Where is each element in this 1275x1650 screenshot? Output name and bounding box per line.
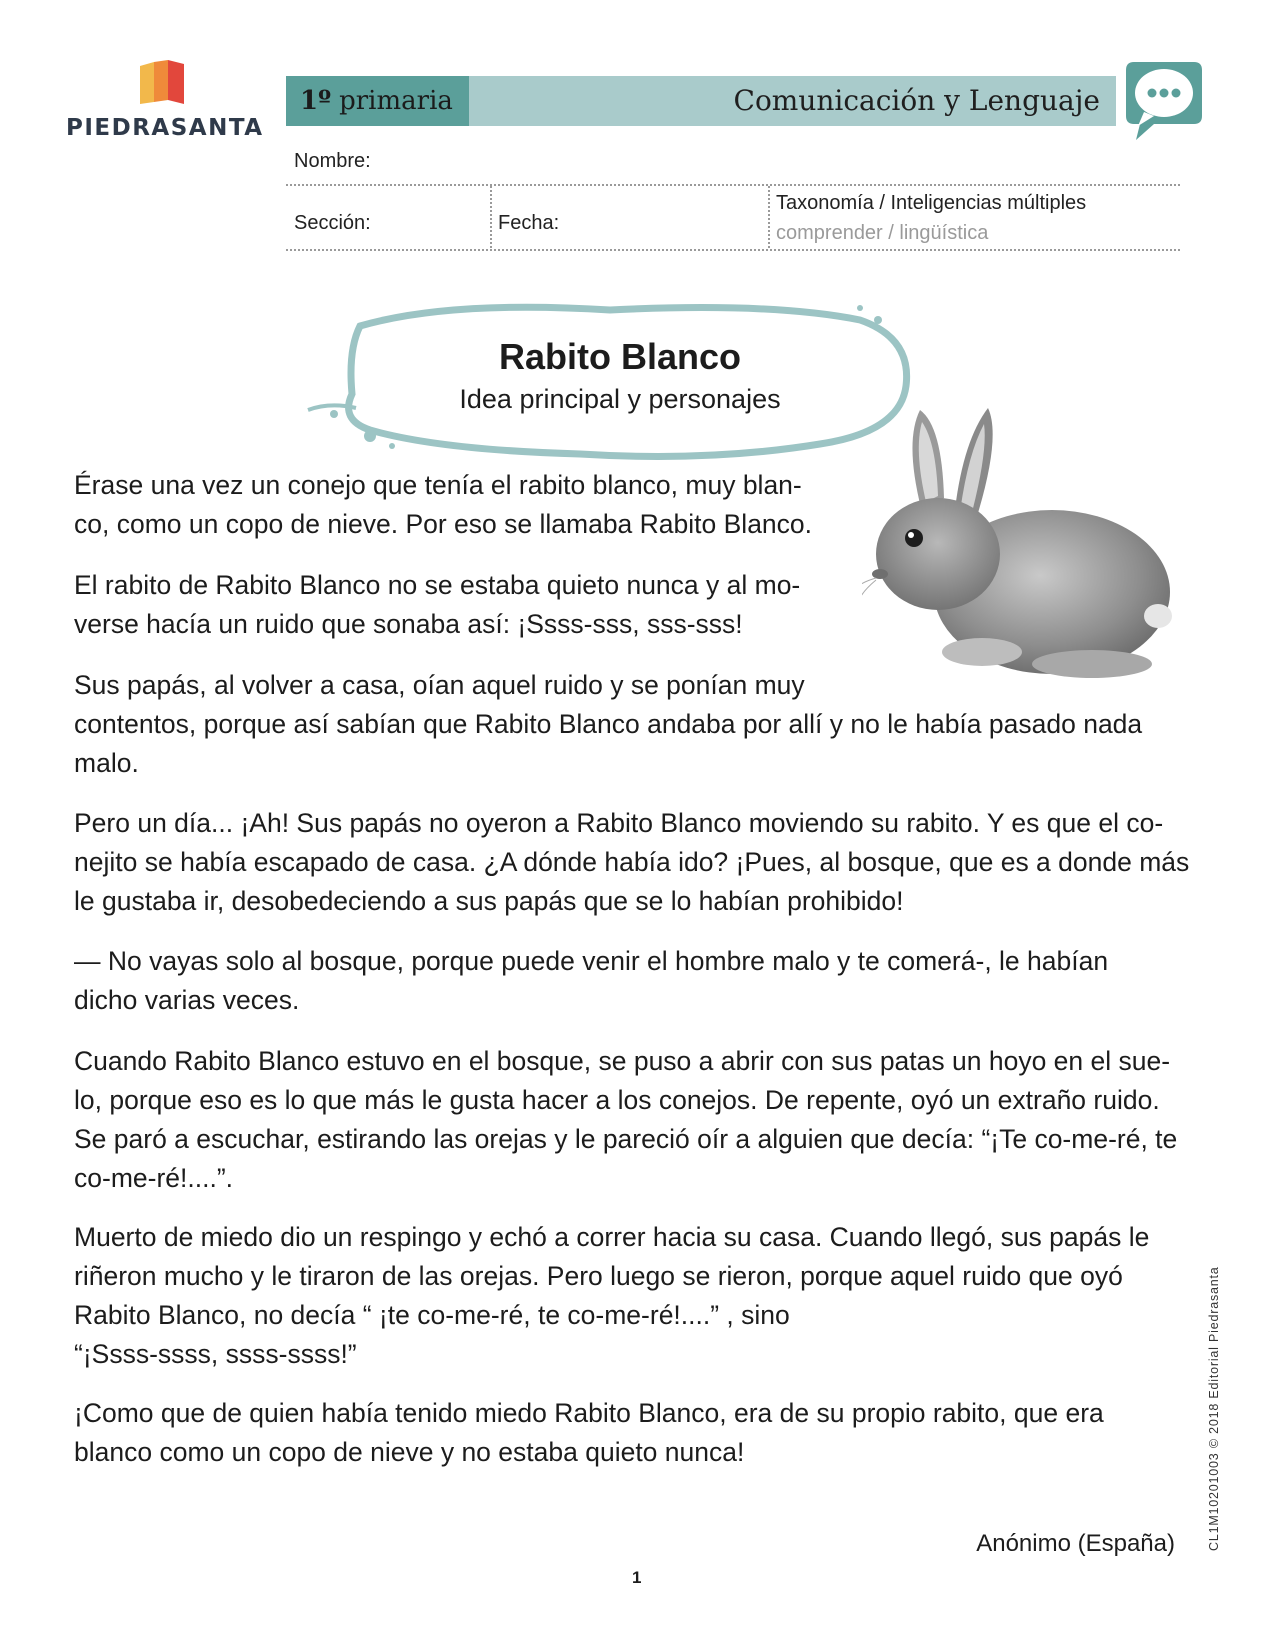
story-line: Rabito Blanco, no decía “ ¡te co-me-ré, te co-me-ré!....” , sino — [74, 1300, 790, 1330]
story-title: Rabito Blanco — [498, 336, 741, 377]
story-line: co, como un copo de nieve. Por eso se llamaba Rabito Blanco. — [74, 509, 813, 539]
story-line: El rabito de Rabito Blanco no se estaba quieto nunca y al mo- — [74, 570, 801, 600]
book-logo-icon — [138, 60, 188, 106]
grade-label — [286, 76, 469, 126]
story-line: verse hacía un ruido que sonaba así: ¡Ssss-sss, sss-sss! — [74, 609, 743, 639]
grade-number: 1º — [300, 86, 332, 116]
story-subtitle: Idea principal y personajes — [459, 384, 781, 414]
story-line: Muerto de miedo dio un respingo y echó a correr hacia su casa. Cuando llegó, sus papás le — [74, 1222, 1150, 1252]
grade-text: primaria — [339, 86, 453, 116]
field-divider — [490, 186, 492, 248]
section-label: Sección: — [294, 212, 371, 234]
story-line: — No vayas solo al bosque, porque puede venir el hombre malo y te comerá-, le habían — [74, 946, 1109, 976]
story-line: le gustaba ir, desobedeciendo a sus papás que se lo habían prohibido! — [74, 886, 904, 916]
story-paragraph — [74, 466, 812, 544]
story-line: nejito se había escapado de casa. ¿A dónde había ido? ¡Pues, al bosque, que es a donde más — [74, 847, 1190, 877]
story-paragraph — [74, 804, 1189, 921]
story-paragraph — [74, 942, 1108, 1020]
copyright-note: CL1M10201003 © 2018 Editorial Piedrasanta — [1207, 1266, 1221, 1551]
section-line — [286, 249, 1180, 251]
taxonomy-value: comprender / lingüística — [776, 222, 989, 244]
taxonomy-title: Taxonomía / Inteligencias múltiples — [776, 192, 1087, 214]
story-line: riñeron mucho y le tiraron de las orejas. Pero luego se rieron, porque aquel ruido que oyó — [74, 1261, 1123, 1291]
story-paragraph — [74, 1218, 1149, 1374]
story-paragraph — [74, 1042, 1177, 1198]
story-paragraph — [74, 566, 800, 644]
date-label: Fecha: — [498, 212, 560, 234]
publisher-logo — [66, 60, 266, 150]
story-line: contentos, porque así sabían que Rabito Blanco andaba por allí y no le había pasado nada — [74, 709, 1143, 739]
author: Anónimo (España) — [976, 1530, 1175, 1557]
subject-title: Comunicación y Lenguaje — [733, 84, 1100, 117]
story-line: malo. — [74, 748, 139, 778]
story-line: Sus papás, al volver a casa, oían aquel ruido y se ponían muy — [74, 670, 805, 700]
story-line: Érase una vez un conejo que tenía el rabito blanco, muy blan- — [74, 470, 802, 500]
title-splash-frame — [300, 298, 920, 468]
story-line: Pero un día... ¡Ah! Sus papás no oyeron a Rabito Blanco moviendo su rabito. Y es que el co- — [74, 808, 1164, 838]
logo-text: PIEDRASANTA — [66, 115, 264, 141]
name-label: Nombre: — [294, 150, 371, 172]
story-line: lo, porque eso es lo que más le gusta hacer a los conejos. De repente, oyó un extraño ruido. — [74, 1085, 1160, 1115]
story-line: Cuando Rabito Blanco estuvo en el bosque, se puso a abrir con sus patas un hoyo en el sue- — [74, 1046, 1171, 1076]
story-line: “¡Ssss-ssss, ssss-ssss!” — [74, 1339, 357, 1369]
rabbit-photo — [862, 402, 1192, 702]
story-line: Se paró a escuchar, estirando las orejas y le pareció oír a alguien que decía: “¡Te co-me-ré, te — [74, 1124, 1178, 1154]
story-line: co-me-ré!....”. — [74, 1163, 234, 1193]
page-number: 1 — [632, 1568, 642, 1587]
story-line: dicho varias veces. — [74, 985, 300, 1015]
story-line: ¡Como que de quien había tenido miedo Rabito Blanco, era de su propio rabito, que era — [74, 1398, 1104, 1428]
name-line[interactable] — [286, 184, 1180, 186]
story-paragraph — [74, 1394, 1104, 1472]
story-line: blanco como un copo de nieve y no estaba quieto nunca! — [74, 1437, 745, 1467]
field-divider — [768, 186, 770, 248]
chat-bubble-icon — [1120, 56, 1206, 144]
story-paragraph — [74, 666, 1142, 783]
